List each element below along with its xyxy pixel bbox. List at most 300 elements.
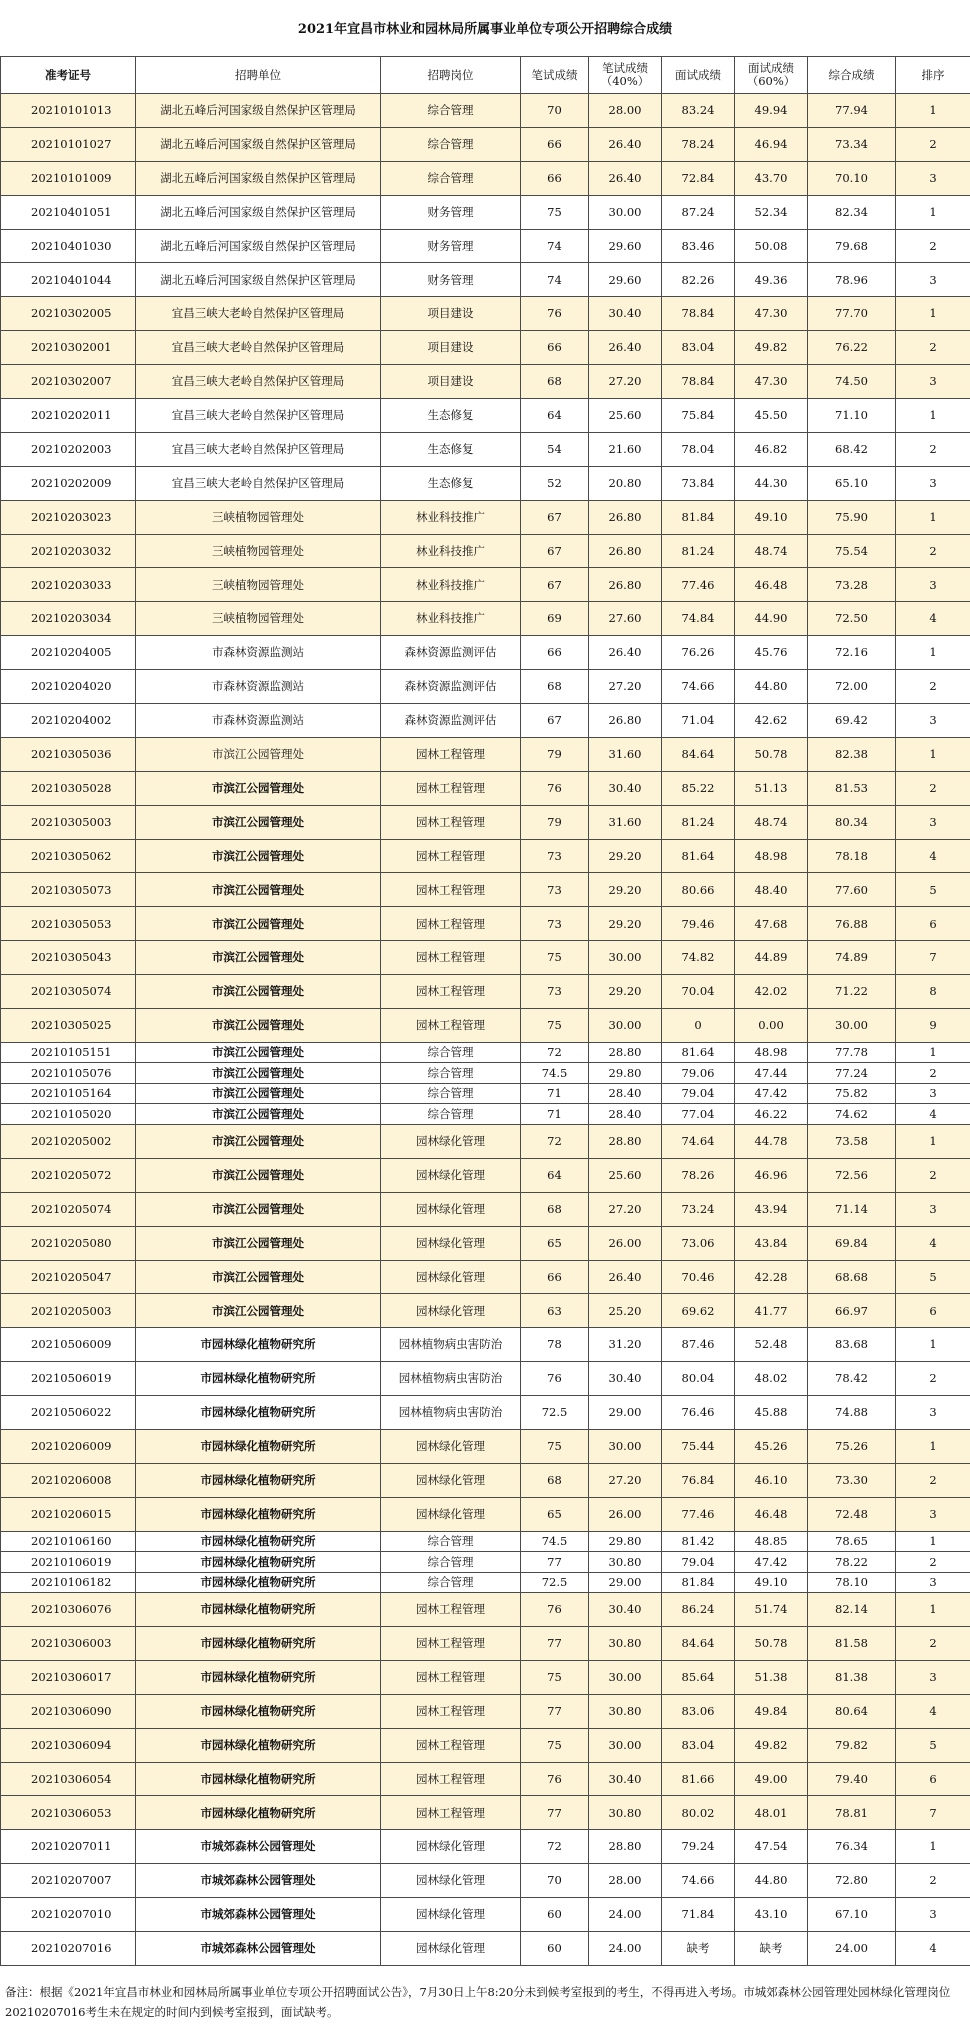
score-table-body — [1, 94, 970, 1966]
interview-score-cell: 79.04 — [662, 1083, 735, 1104]
exam-id-cell: 20210305025 — [1, 1009, 136, 1043]
rank-cell: 1 — [896, 1830, 970, 1864]
position-cell: 财务管理 — [381, 263, 521, 297]
unit-cell: 市森林资源监测站 — [136, 636, 381, 670]
written-40-cell: 30.80 — [589, 1627, 662, 1661]
total-score-cell: 71.22 — [808, 975, 896, 1009]
exam-id-cell: 20210305062 — [1, 839, 136, 873]
interview-60-cell: 42.02 — [735, 975, 808, 1009]
rank-cell: 1 — [896, 399, 970, 433]
total-score-cell: 79.82 — [808, 1728, 896, 1762]
rank-cell: 3 — [896, 1497, 970, 1531]
written-40-cell: 30.00 — [589, 1728, 662, 1762]
exam-id-cell: 20210401030 — [1, 229, 136, 263]
exam-id-cell: 20210207011 — [1, 1830, 136, 1864]
interview-60-cell: 43.84 — [735, 1226, 808, 1260]
written-score-cell: 65 — [521, 1497, 589, 1531]
written-score-cell: 60 — [521, 1898, 589, 1932]
unit-cell: 市滨江公园管理处 — [136, 805, 381, 839]
table-row — [1, 1497, 970, 1531]
unit-cell: 市滨江公园管理处 — [136, 1104, 381, 1125]
exam-id-cell: 20210202011 — [1, 399, 136, 433]
total-score-cell: 81.58 — [808, 1627, 896, 1661]
total-score-cell: 81.53 — [808, 771, 896, 805]
interview-60-cell: 47.30 — [735, 365, 808, 399]
exam-id-cell: 20210205047 — [1, 1260, 136, 1294]
interview-60-cell: 缺考 — [735, 1932, 808, 1966]
position-cell: 园林工程管理 — [381, 1009, 521, 1043]
written-40-cell: 27.20 — [589, 670, 662, 704]
exam-id-cell: 20210305053 — [1, 907, 136, 941]
unit-cell: 宜昌三峡大老岭自然保护区管理局 — [136, 399, 381, 433]
written-score-cell: 66 — [521, 1260, 589, 1294]
rank-cell: 3 — [896, 1396, 970, 1430]
total-score-cell: 79.40 — [808, 1762, 896, 1796]
unit-cell: 宜昌三峡大老岭自然保护区管理局 — [136, 466, 381, 500]
rank-cell: 3 — [896, 263, 970, 297]
exam-id-cell: 20210106160 — [1, 1531, 136, 1552]
total-score-cell: 75.54 — [808, 534, 896, 568]
written-40-cell: 26.40 — [589, 1260, 662, 1294]
written-score-cell: 76 — [521, 1593, 589, 1627]
position-cell: 园林工程管理 — [381, 1627, 521, 1661]
interview-score-cell: 83.46 — [662, 229, 735, 263]
total-score-cell: 30.00 — [808, 1009, 896, 1043]
header-rank: 排序 — [896, 57, 970, 94]
table-row — [1, 534, 970, 568]
unit-cell: 三峡植物园管理处 — [136, 500, 381, 534]
position-cell: 财务管理 — [381, 229, 521, 263]
interview-score-cell: 77.46 — [662, 1497, 735, 1531]
written-score-cell: 71 — [521, 1083, 589, 1104]
table-row — [1, 161, 970, 195]
interview-score-cell: 81.24 — [662, 534, 735, 568]
total-score-cell: 83.68 — [808, 1328, 896, 1362]
interview-60-cell: 44.30 — [735, 466, 808, 500]
written-40-cell: 26.40 — [589, 636, 662, 670]
exam-id-cell: 20210105164 — [1, 1083, 136, 1104]
written-40-cell: 26.80 — [589, 568, 662, 602]
unit-cell: 市园林绿化植物研究所 — [136, 1728, 381, 1762]
position-cell: 综合管理 — [381, 1572, 521, 1593]
sheet-title: 2021年宜昌市林业和园林局所属事业单位专项公开招聘综合成绩 — [297, 22, 673, 37]
interview-score-cell: 80.04 — [662, 1362, 735, 1396]
written-40-cell: 21.60 — [589, 432, 662, 466]
unit-cell: 市滨江公园管理处 — [136, 839, 381, 873]
rank-cell: 4 — [896, 1932, 970, 1966]
interview-score-cell: 82.26 — [662, 263, 735, 297]
unit-cell: 市园林绿化植物研究所 — [136, 1762, 381, 1796]
table-row — [1, 127, 970, 161]
total-score-cell: 71.10 — [808, 399, 896, 433]
interview-score-cell: 83.06 — [662, 1694, 735, 1728]
written-score-cell: 79 — [521, 737, 589, 771]
table-row — [1, 331, 970, 365]
unit-cell: 市城郊森林公园管理处 — [136, 1932, 381, 1966]
written-40-cell: 27.20 — [589, 1463, 662, 1497]
table-row — [1, 1063, 970, 1084]
written-score-cell: 74 — [521, 263, 589, 297]
header-interview-60: 面试成绩（60%） — [735, 57, 808, 94]
written-40-cell: 30.40 — [589, 771, 662, 805]
interview-60-cell: 49.36 — [735, 263, 808, 297]
unit-cell: 市园林绿化植物研究所 — [136, 1429, 381, 1463]
table-row — [1, 1898, 970, 1932]
position-cell: 项目建设 — [381, 297, 521, 331]
unit-cell: 市园林绿化植物研究所 — [136, 1552, 381, 1573]
rank-cell: 2 — [896, 1627, 970, 1661]
interview-60-cell: 49.10 — [735, 1572, 808, 1593]
written-40-cell: 25.60 — [589, 399, 662, 433]
table-row — [1, 771, 970, 805]
position-cell: 园林绿化管理 — [381, 1898, 521, 1932]
unit-cell: 市滨江公园管理处 — [136, 1226, 381, 1260]
written-score-cell: 72.5 — [521, 1572, 589, 1593]
written-40-cell: 27.20 — [589, 365, 662, 399]
header-exam-id: 准考证号 — [1, 57, 136, 94]
written-40-cell: 29.20 — [589, 873, 662, 907]
interview-score-cell: 74.84 — [662, 602, 735, 636]
rank-cell: 2 — [896, 1864, 970, 1898]
table-row — [1, 1762, 970, 1796]
unit-cell: 市滨江公园管理处 — [136, 941, 381, 975]
written-40-cell: 25.20 — [589, 1294, 662, 1328]
interview-score-cell: 86.24 — [662, 1593, 735, 1627]
written-40-cell: 30.00 — [589, 1009, 662, 1043]
written-40-cell: 25.60 — [589, 1158, 662, 1192]
total-score-cell: 67.10 — [808, 1898, 896, 1932]
interview-score-cell: 71.04 — [662, 704, 735, 738]
interview-60-cell: 0.00 — [735, 1009, 808, 1043]
total-score-cell: 72.00 — [808, 670, 896, 704]
position-cell: 园林绿化管理 — [381, 1830, 521, 1864]
interview-score-cell: 81.84 — [662, 1572, 735, 1593]
table-row — [1, 805, 970, 839]
rank-cell: 4 — [896, 1104, 970, 1125]
table-row — [1, 195, 970, 229]
rank-cell: 1 — [896, 636, 970, 670]
score-table — [0, 56, 970, 1966]
header-written-40: 笔试成绩（40%） — [589, 57, 662, 94]
unit-cell: 市城郊森林公园管理处 — [136, 1830, 381, 1864]
interview-60-cell: 51.74 — [735, 1593, 808, 1627]
written-40-cell: 24.00 — [589, 1898, 662, 1932]
exam-id-cell: 20210305036 — [1, 737, 136, 771]
exam-id-cell: 20210202009 — [1, 466, 136, 500]
position-cell: 综合管理 — [381, 127, 521, 161]
interview-score-cell: 78.24 — [662, 127, 735, 161]
total-score-cell: 78.10 — [808, 1572, 896, 1593]
position-cell: 生态修复 — [381, 399, 521, 433]
unit-cell: 湖北五峰后河国家级自然保护区管理局 — [136, 127, 381, 161]
interview-60-cell: 46.96 — [735, 1158, 808, 1192]
total-score-cell: 68.42 — [808, 432, 896, 466]
table-row — [1, 1192, 970, 1226]
total-score-cell: 76.88 — [808, 907, 896, 941]
total-score-cell: 71.14 — [808, 1192, 896, 1226]
table-row — [1, 1593, 970, 1627]
rank-cell: 1 — [896, 297, 970, 331]
written-score-cell: 74.5 — [521, 1063, 589, 1084]
exam-id-cell: 20210306076 — [1, 1593, 136, 1627]
written-40-cell: 30.40 — [589, 1362, 662, 1396]
total-score-cell: 70.10 — [808, 161, 896, 195]
rank-cell: 1 — [896, 1042, 970, 1063]
header-total-score: 综合成绩 — [808, 57, 896, 94]
written-score-cell: 73 — [521, 975, 589, 1009]
written-40-cell: 28.40 — [589, 1083, 662, 1104]
interview-60-cell: 51.13 — [735, 771, 808, 805]
total-score-cell: 77.24 — [808, 1063, 896, 1084]
written-score-cell: 64 — [521, 399, 589, 433]
unit-cell: 市滨江公园管理处 — [136, 1063, 381, 1084]
interview-60-cell: 47.30 — [735, 297, 808, 331]
interview-score-cell: 81.24 — [662, 805, 735, 839]
rank-cell: 2 — [896, 534, 970, 568]
interview-60-cell: 49.10 — [735, 500, 808, 534]
table-row — [1, 263, 970, 297]
exam-id-cell: 20210105151 — [1, 1042, 136, 1063]
interview-60-cell: 48.74 — [735, 805, 808, 839]
position-cell: 生态修复 — [381, 466, 521, 500]
interview-score-cell: 79.46 — [662, 907, 735, 941]
rank-cell: 3 — [896, 1083, 970, 1104]
interview-score-cell: 74.64 — [662, 1124, 735, 1158]
table-row — [1, 1572, 970, 1593]
written-40-cell: 24.00 — [589, 1932, 662, 1966]
unit-cell: 市园林绿化植物研究所 — [136, 1796, 381, 1830]
interview-score-cell: 79.06 — [662, 1063, 735, 1084]
table-row — [1, 1932, 970, 1966]
rank-cell: 2 — [896, 432, 970, 466]
position-cell: 林业科技推广 — [381, 602, 521, 636]
written-40-cell: 29.80 — [589, 1531, 662, 1552]
interview-60-cell: 46.48 — [735, 568, 808, 602]
written-40-cell: 28.00 — [589, 94, 662, 128]
total-score-cell: 79.68 — [808, 229, 896, 263]
position-cell: 林业科技推广 — [381, 568, 521, 602]
exam-id-cell: 20210106019 — [1, 1552, 136, 1573]
position-cell: 综合管理 — [381, 161, 521, 195]
exam-id-cell: 20210101009 — [1, 161, 136, 195]
written-40-cell: 26.80 — [589, 500, 662, 534]
table-row — [1, 737, 970, 771]
interview-score-cell: 74.66 — [662, 670, 735, 704]
interview-score-cell: 71.84 — [662, 1898, 735, 1932]
total-score-cell: 72.50 — [808, 602, 896, 636]
exam-id-cell: 20210302001 — [1, 331, 136, 365]
interview-60-cell: 46.94 — [735, 127, 808, 161]
interview-60-cell: 49.00 — [735, 1762, 808, 1796]
written-score-cell: 68 — [521, 1463, 589, 1497]
written-40-cell: 28.00 — [589, 1864, 662, 1898]
rank-cell: 6 — [896, 1762, 970, 1796]
rank-cell: 1 — [896, 195, 970, 229]
total-score-cell: 82.38 — [808, 737, 896, 771]
exam-id-cell: 20210306054 — [1, 1762, 136, 1796]
table-row — [1, 1226, 970, 1260]
interview-60-cell: 44.80 — [735, 670, 808, 704]
interview-60-cell: 42.62 — [735, 704, 808, 738]
rank-cell: 1 — [896, 1429, 970, 1463]
unit-cell: 市滨江公园管理处 — [136, 975, 381, 1009]
total-score-cell: 77.94 — [808, 94, 896, 128]
written-40-cell: 30.00 — [589, 1429, 662, 1463]
exam-id-cell: 20210305028 — [1, 771, 136, 805]
table-row — [1, 975, 970, 1009]
written-40-cell: 31.20 — [589, 1328, 662, 1362]
unit-cell: 市园林绿化植物研究所 — [136, 1362, 381, 1396]
interview-60-cell: 44.89 — [735, 941, 808, 975]
position-cell: 综合管理 — [381, 1531, 521, 1552]
exam-id-cell: 20210203034 — [1, 602, 136, 636]
interview-60-cell: 48.01 — [735, 1796, 808, 1830]
rank-cell: 1 — [896, 94, 970, 128]
position-cell: 项目建设 — [381, 331, 521, 365]
interview-60-cell: 43.94 — [735, 1192, 808, 1226]
interview-60-cell: 46.82 — [735, 432, 808, 466]
interview-score-cell: 76.46 — [662, 1396, 735, 1430]
position-cell: 园林工程管理 — [381, 771, 521, 805]
position-cell: 园林绿化管理 — [381, 1158, 521, 1192]
table-row — [1, 1009, 970, 1043]
written-score-cell: 66 — [521, 636, 589, 670]
total-score-cell: 78.65 — [808, 1531, 896, 1552]
interview-60-cell: 48.85 — [735, 1531, 808, 1552]
interview-60-cell: 44.90 — [735, 602, 808, 636]
position-cell: 园林绿化管理 — [381, 1497, 521, 1531]
unit-cell: 市园林绿化植物研究所 — [136, 1627, 381, 1661]
position-cell: 园林工程管理 — [381, 805, 521, 839]
interview-score-cell: 83.04 — [662, 331, 735, 365]
written-score-cell: 73 — [521, 839, 589, 873]
exam-id-cell: 20210105020 — [1, 1104, 136, 1125]
exam-id-cell: 20210401044 — [1, 263, 136, 297]
unit-cell: 湖北五峰后河国家级自然保护区管理局 — [136, 94, 381, 128]
interview-score-cell: 83.04 — [662, 1728, 735, 1762]
written-score-cell: 75 — [521, 1009, 589, 1043]
interview-score-cell: 80.66 — [662, 873, 735, 907]
exam-id-cell: 20210205003 — [1, 1294, 136, 1328]
written-40-cell: 30.80 — [589, 1796, 662, 1830]
interview-score-cell: 81.64 — [662, 1042, 735, 1063]
total-score-cell: 74.89 — [808, 941, 896, 975]
table-row — [1, 399, 970, 433]
rank-cell: 3 — [896, 1898, 970, 1932]
table-row — [1, 500, 970, 534]
unit-cell: 湖北五峰后河国家级自然保护区管理局 — [136, 195, 381, 229]
interview-score-cell: 74.82 — [662, 941, 735, 975]
unit-cell: 三峡植物园管理处 — [136, 534, 381, 568]
interview-60-cell: 48.74 — [735, 534, 808, 568]
table-row — [1, 1429, 970, 1463]
table-row — [1, 1104, 970, 1125]
rank-cell: 3 — [896, 1192, 970, 1226]
written-score-cell: 70 — [521, 1864, 589, 1898]
unit-cell: 市园林绿化植物研究所 — [136, 1572, 381, 1593]
position-cell: 园林绿化管理 — [381, 1932, 521, 1966]
written-40-cell: 26.40 — [589, 127, 662, 161]
table-row — [1, 1660, 970, 1694]
interview-score-cell: 78.84 — [662, 365, 735, 399]
unit-cell: 市森林资源监测站 — [136, 704, 381, 738]
written-score-cell: 77 — [521, 1627, 589, 1661]
written-score-cell: 75 — [521, 195, 589, 229]
total-score-cell: 81.38 — [808, 1660, 896, 1694]
rank-cell: 5 — [896, 873, 970, 907]
table-row — [1, 365, 970, 399]
exam-id-cell: 20210207010 — [1, 1898, 136, 1932]
total-score-cell: 78.42 — [808, 1362, 896, 1396]
total-score-cell: 72.56 — [808, 1158, 896, 1192]
written-score-cell: 67 — [521, 704, 589, 738]
written-40-cell: 26.80 — [589, 534, 662, 568]
exam-id-cell: 20210305003 — [1, 805, 136, 839]
rank-cell: 9 — [896, 1009, 970, 1043]
written-score-cell: 73 — [521, 873, 589, 907]
interview-60-cell: 45.88 — [735, 1396, 808, 1430]
interview-score-cell: 85.64 — [662, 1660, 735, 1694]
interview-60-cell: 49.82 — [735, 331, 808, 365]
unit-cell: 湖北五峰后河国家级自然保护区管理局 — [136, 229, 381, 263]
rank-cell: 3 — [896, 466, 970, 500]
exam-id-cell: 20210306094 — [1, 1728, 136, 1762]
rank-cell: 2 — [896, 771, 970, 805]
written-score-cell: 75 — [521, 1728, 589, 1762]
written-score-cell: 72.5 — [521, 1396, 589, 1430]
unit-cell: 市滨江公园管理处 — [136, 1192, 381, 1226]
unit-cell: 市园林绿化植物研究所 — [136, 1328, 381, 1362]
written-40-cell: 29.60 — [589, 263, 662, 297]
unit-cell: 宜昌三峡大老岭自然保护区管理局 — [136, 297, 381, 331]
written-40-cell: 29.00 — [589, 1572, 662, 1593]
written-40-cell: 27.60 — [589, 602, 662, 636]
written-40-cell: 29.00 — [589, 1396, 662, 1430]
rank-cell: 5 — [896, 1728, 970, 1762]
table-row — [1, 1830, 970, 1864]
unit-cell: 市滨江公园管理处 — [136, 873, 381, 907]
unit-cell: 市园林绿化植物研究所 — [136, 1396, 381, 1430]
interview-score-cell: 79.24 — [662, 1830, 735, 1864]
interview-60-cell: 47.68 — [735, 907, 808, 941]
header-interview-score: 面试成绩 — [662, 57, 735, 94]
interview-score-cell: 69.62 — [662, 1294, 735, 1328]
position-cell: 园林工程管理 — [381, 1796, 521, 1830]
table-row — [1, 873, 970, 907]
interview-60-cell: 41.77 — [735, 1294, 808, 1328]
interview-60-cell: 47.42 — [735, 1083, 808, 1104]
interview-score-cell: 76.26 — [662, 636, 735, 670]
exam-id-cell: 20210305043 — [1, 941, 136, 975]
position-cell: 园林植物病虫害防治 — [381, 1328, 521, 1362]
rank-cell: 3 — [896, 568, 970, 602]
interview-score-cell: 75.44 — [662, 1429, 735, 1463]
interview-60-cell: 49.82 — [735, 1728, 808, 1762]
interview-60-cell: 43.10 — [735, 1898, 808, 1932]
table-row — [1, 602, 970, 636]
total-score-cell: 78.81 — [808, 1796, 896, 1830]
written-score-cell: 66 — [521, 161, 589, 195]
written-score-cell: 74 — [521, 229, 589, 263]
written-score-cell: 72 — [521, 1042, 589, 1063]
exam-id-cell: 20210101013 — [1, 94, 136, 128]
written-score-cell: 79 — [521, 805, 589, 839]
written-score-cell: 77 — [521, 1694, 589, 1728]
rank-cell: 2 — [896, 1552, 970, 1573]
written-score-cell: 72 — [521, 1124, 589, 1158]
written-40-cell: 26.80 — [589, 704, 662, 738]
written-score-cell: 76 — [521, 771, 589, 805]
